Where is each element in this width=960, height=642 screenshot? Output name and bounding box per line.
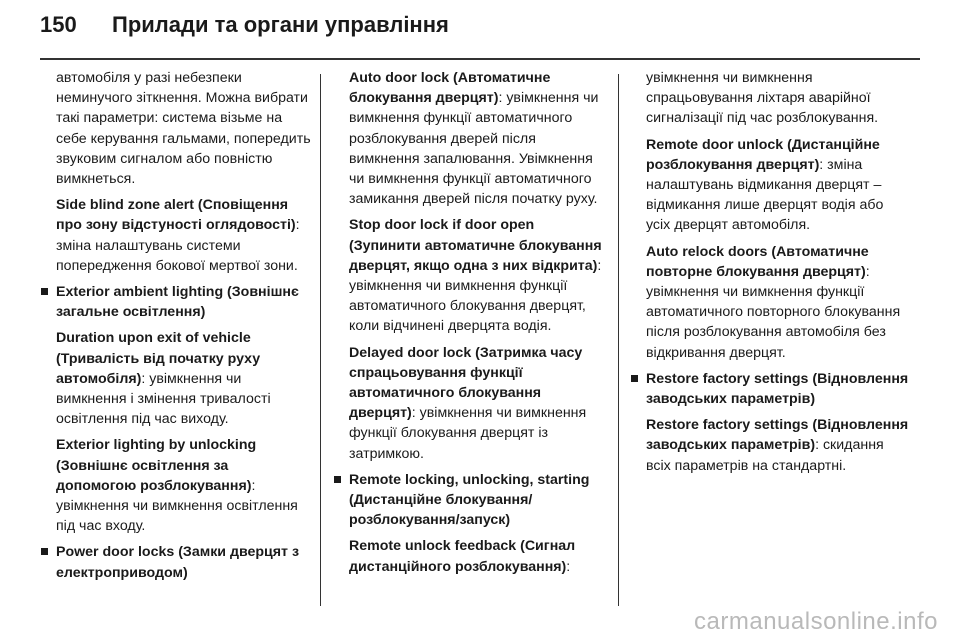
- setting-name: Stop door lock if door open (Зупинити автоматичне блокування дверцят, якщо одна з них відкрита): [349, 217, 602, 274]
- column-1: [40, 68, 312, 589]
- paragraph: [349, 343, 607, 464]
- bullet-item: [333, 470, 607, 531]
- setting-name: Auto relock doors (Автоматичне повторне блокування дверцят): [646, 243, 869, 280]
- setting-name: Exterior lighting by unlocking (Зовнішнє освітлення за допомогою розблокування): [56, 437, 257, 494]
- setting-description: :: [566, 558, 571, 575]
- page-title: Прилади та органи управління: [112, 12, 449, 37]
- bullet-square-icon: [41, 288, 48, 295]
- setting-description: : зміна налаштувань системи попередження бокової мертвої зони.: [56, 217, 300, 274]
- bullet-square-icon: [41, 548, 48, 555]
- bullet-item: [40, 282, 312, 322]
- setting-description: : увімкнення чи вимкнення і змінення тривалості освітлення під час виходу.: [56, 370, 271, 428]
- column-2: [333, 68, 607, 583]
- setting-name: Restore factory settings (Відновлення заводських параметрів): [646, 417, 909, 454]
- bullet-square-icon: [334, 476, 341, 483]
- paragraph: [349, 536, 607, 576]
- setting-name: Side blind zone alert (Сповіщення про зону відстуності оглядовості): [56, 197, 296, 234]
- bullet-heading: Restore factory settings (Відновлення заводських параметрів): [646, 370, 909, 408]
- bullet-heading: Power door locks (Замки дверцят з електроприводом): [56, 544, 300, 581]
- setting-description: : скидання всіх параметрів на стандартні.: [646, 437, 884, 474]
- setting-name: Remote unlock feedback (Сигнал дистанційного розблокування): [349, 538, 576, 575]
- header-rule: [40, 58, 920, 60]
- setting-name: Duration upon exit of vehicle (Тривалість від початку руху автомобіля): [56, 330, 261, 387]
- setting-description: : зміна налаштувань відмикання дверцят – відмикання лише дверцят водія або усіх дверцят автомобіля.: [646, 156, 884, 234]
- bullet-heading: Exterior ambient lighting (Зовнішнє загальне освітлення): [56, 284, 299, 321]
- bullet-item: [40, 542, 312, 582]
- setting-description: : увімкнення чи вимкнення функції блокування дверцят із затримкою.: [349, 405, 587, 462]
- page-header: [40, 12, 449, 46]
- watermark: carmanualsonline.info: [694, 608, 938, 635]
- paragraph: [646, 135, 910, 236]
- bullet-item: [630, 369, 910, 409]
- paragraph: [349, 215, 607, 336]
- bullet-heading: Remote locking, unlocking, starting (Дистанційне блокування/ розблокування/запуск): [349, 471, 590, 529]
- bullet-square-icon: [631, 375, 638, 382]
- page-number: 150: [40, 12, 77, 37]
- setting-name: Remote door unlock (Дистанційне розблокування дверцят): [646, 136, 880, 173]
- paragraph: [349, 68, 607, 209]
- setting-description: : увімкнення чи вимкнення функції автоматичного блокування дверцят, коли відчинені дверцята водія.: [349, 257, 602, 335]
- paragraph: [56, 435, 312, 536]
- column-3: [630, 68, 910, 482]
- paragraph: увімкнення чи вимкнення спрацьовування ліхтаря аварійної сигналізації під час розблокування.: [646, 70, 879, 127]
- setting-name: Auto door lock (Автоматичне блокування дверцят): [349, 70, 551, 107]
- column-divider: [320, 74, 321, 606]
- setting-description: : увімкнення чи вимкнення функції автоматичного повторного блокування після розблокування автомобіля без відкривання дверцят.: [646, 263, 901, 361]
- setting-name: Delayed door lock (Затримка часу спрацьовування функції автоматичного блокування дверцят): [349, 344, 583, 422]
- paragraph: [646, 242, 910, 363]
- setting-description: : увімкнення чи вимкнення функції автоматичного розблокування дверей після вимкнення запалювання. Увімкнення чи вимкнення функції автоматичного замикання дверей після початку руху.: [349, 90, 599, 208]
- paragraph: [646, 415, 910, 476]
- paragraph: [56, 328, 312, 429]
- paragraph: автомобіля у разі небезпеки неминучого зіткнення. Можна вибрати такі параметри: система візьме на себе керування гальмами, попередить звуковим сигналом або повністю вимкнеться.: [56, 70, 311, 188]
- paragraph: [56, 195, 312, 276]
- setting-description: : увімкнення чи вимкнення освітлення під час входу.: [56, 477, 298, 535]
- column-divider: [618, 74, 619, 606]
